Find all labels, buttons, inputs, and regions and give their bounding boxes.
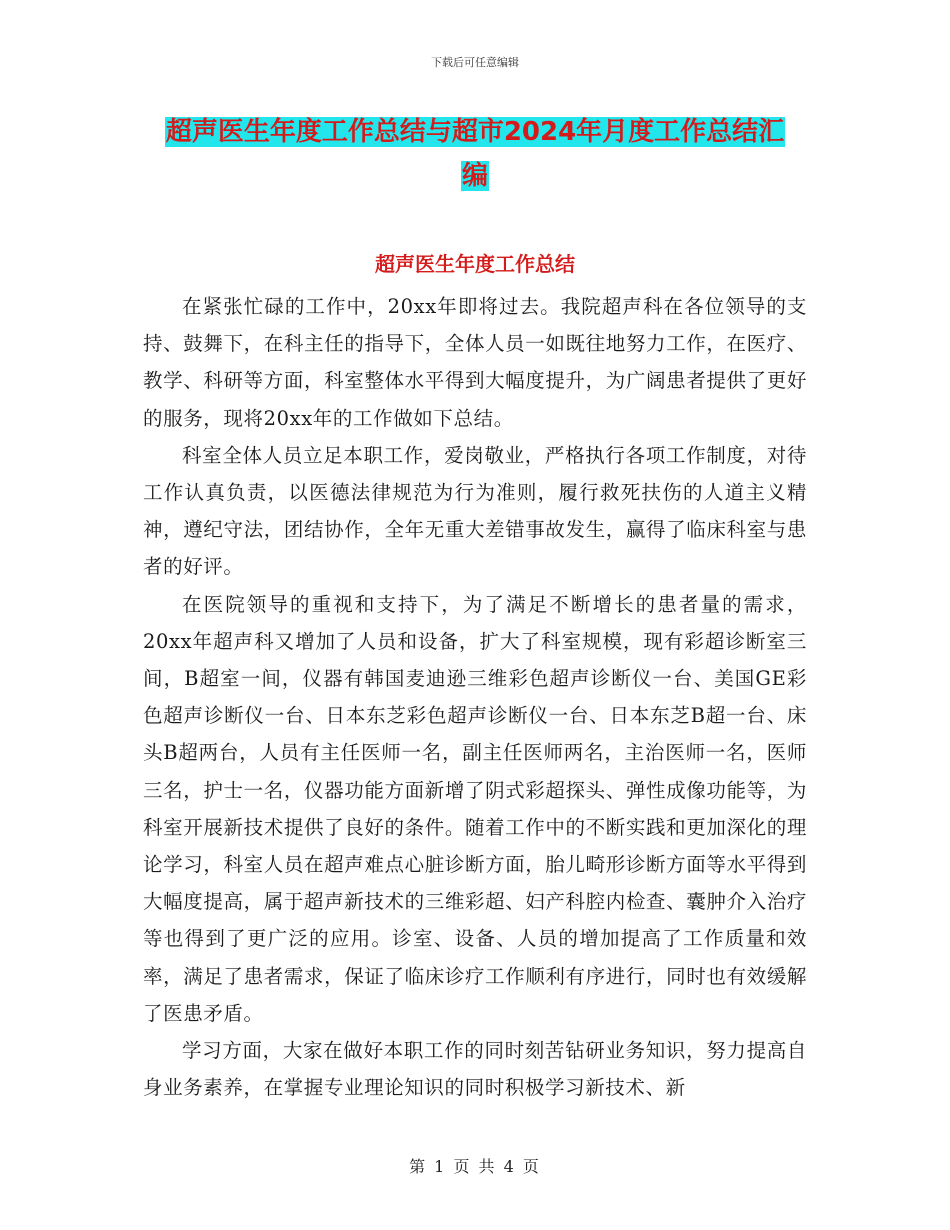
paragraph: 学习方面，大家在做好本职工作的同时刻苦钻研业务知识，努力提高自身业务素养，在掌握专业理论知识的同时积极学习新技术、新 (143, 1039, 807, 1100)
header-note: 下载后可任意编辑 (431, 56, 519, 69)
body-text (143, 288, 807, 1106)
paragraph: 在医院领导的重视和支持下，为了满足不断增长的患者量的需求，20xx年超声科又增加了人员和设备，扩大了科室规模，现有彩超诊断室三间，B超室一间，仪器有韩国麦迪逊三维彩色超声诊断仪一台、美国GE彩色超声诊断仪一台、日本东芝彩色超声诊断仪一台、日本东芝B超一台、床头B超两台，人员有主任医师一名，副主任医师两名，主治医师一名，医师三名，护士一名，仪器功能方面新增了阴式彩超探头、弹性成像功能等，为科室开展新技术提供了良好的条件。随着工作中的不断实践和更加深化的理论学习，科室人员在超声难点心脏诊断方面，胎儿畸形诊断方面等水平得到大幅度提高，属于超声新技术的三维彩超、妇产科腔内检查、囊肿介入治疗等也得到了更广泛的应用。诊室、设备、人员的增加提高了工作质量和效率，满足了患者需求，保证了临床诊疗工作顺利有序进行，同时也有效缓解了医患矛盾。 (143, 592, 807, 1025)
title-line-1: 超声医生年度工作总结与超市2024年月度工作总结汇 (165, 117, 785, 147)
paragraph: 科室全体人员立足本职工作，爱岗敬业，严格执行各项工作制度，对待工作认真负责，以医德法律规范为行为准则，履行救死扶伤的人道主义精神，遵纪守法，团结协作，全年无重大差错事故发生，赢得了临床科室与患者的好评。 (143, 443, 807, 579)
section-title: 超声医生年度工作总结 (375, 252, 575, 276)
page-footer: 第 1 页 共 4 页 (409, 1157, 541, 1176)
paragraph: 在紧张忙碌的工作中，20xx年即将过去。我院超声科在各位领导的支持、鼓舞下，在科主任的指导下，全体人员一如既往地努力工作，在医疗、教学、科研等方面，科室整体水平得到大幅度提升，为广阔患者提供了更好的服务，现将20xx年的工作做如下总结。 (143, 295, 807, 430)
title-line-2: 编 (461, 161, 488, 191)
document-title (0, 110, 950, 198)
